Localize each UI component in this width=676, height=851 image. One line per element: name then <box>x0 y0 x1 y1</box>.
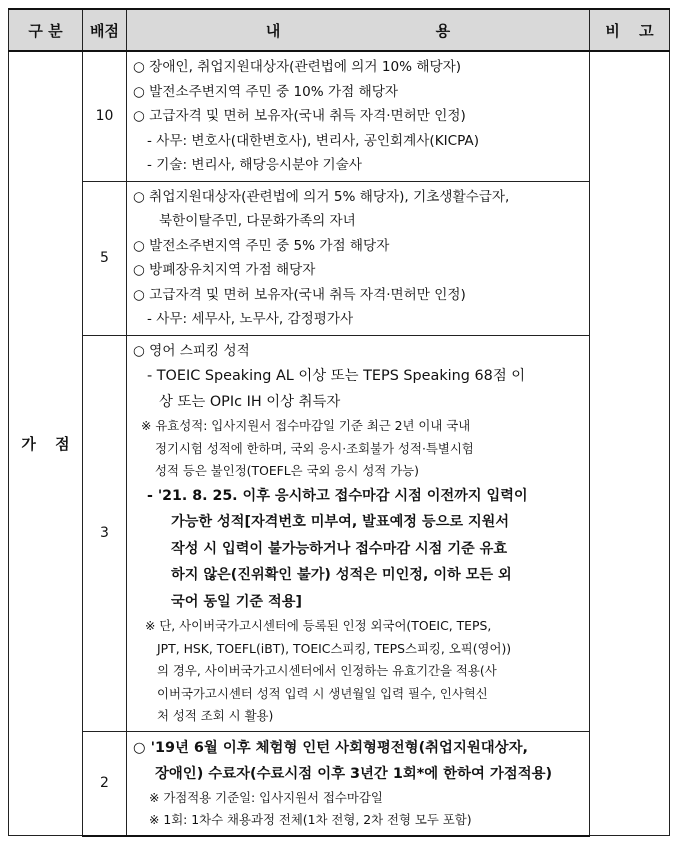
header-content: 내 용 <box>127 9 590 51</box>
content-line: ○ 방폐장유치지역 가점 해당자 <box>133 262 316 278</box>
content-line: ○ 발전소주변지역 주민 중 5% 가점 해당자 <box>133 237 390 254</box>
content-line: 국어 동일 기준 적용] <box>171 593 302 610</box>
table-row <box>9 731 670 836</box>
bonus-points-table <box>8 8 670 837</box>
content-line: 상 또는 OPIc IH 이상 취득자 <box>159 394 341 410</box>
note-line: ※ 1회: 1차수 채용과정 전체(1차 전형, 2차 전형 모두 포함) <box>149 812 472 827</box>
points-cell: 3 <box>83 335 127 731</box>
content-line: - 사무: 세무사, 노무사, 감정평가사 <box>147 311 354 327</box>
content-line: - '21. 8. 25. 이후 응시하고 접수마감 시점 이전까지 입력이 <box>147 487 528 504</box>
content-line: ○ 발전소주변지역 주민 중 10% 가점 해당자 <box>133 83 398 100</box>
points-cell: 10 <box>83 51 127 181</box>
note-line: 이버국가고시센터 성적 입력 시 생년월일 입력 필수, 인사혁신 <box>157 685 488 701</box>
content-line: - 사무: 변호사(대한변호사), 변리사, 공인회계사(KICPA) <box>147 132 480 149</box>
note-line: 정기시험 성적에 한하며, 국외 응시·조회불가 성적·특별시험 <box>155 440 474 456</box>
header-remarks: 비 고 <box>590 9 670 51</box>
content-line: - 기술: 변리사, 해당응시분야 기술사 <box>147 157 362 173</box>
content-line: 작성 시 입력이 불가능하거나 접수마감 시점 기준 유효 <box>171 540 508 557</box>
note-line: ※ 단, 사이버국가고시센터에 등록된 인정 외국어(TOEIC, TEPS, <box>145 618 492 633</box>
content-line: 가능한 성적[자격번호 미부여, 발표예정 등으로 지원서 <box>171 514 510 530</box>
table-row <box>9 181 670 335</box>
content-cell <box>127 51 590 181</box>
content-line: 하지 않은(진위확인 불가) 성적은 미인정, 이하 모든 외 <box>171 567 512 583</box>
note-line: ※ 유효성적: 입사지원서 접수마감일 기준 최근 2년 이내 국내 <box>141 418 471 433</box>
content-line: 장애인) 수료자(수료시점 이후 3년간 1회*에 한하여 가점적용) <box>155 765 553 782</box>
content-line: ○ 고급자격 및 면허 보유자(국내 취득 자격·면허만 인정) <box>133 286 466 303</box>
content-line: 북한이탈주민, 다문화가족의 자녀 <box>159 213 356 229</box>
table-row <box>9 335 670 731</box>
table-header-row <box>9 9 670 51</box>
content-line: - TOEIC Speaking AL 이상 또는 TEPS Speaking 68점 이 <box>147 368 526 384</box>
content-cell <box>127 335 590 731</box>
note-line: 의 경우, 사이버국가고시센터에서 인정하는 유효기간을 적용(사 <box>157 663 497 678</box>
table-row <box>9 51 670 181</box>
content-line: ○ 영어 스피킹 성적 <box>133 342 250 359</box>
content-cell <box>127 181 590 335</box>
content-line: ○ 고급자격 및 면허 보유자(국내 취득 자격·면허만 인정) <box>133 108 466 124</box>
header-category: 구 분 <box>9 9 83 51</box>
points-cell: 5 <box>83 181 127 335</box>
points-cell: 2 <box>83 731 127 836</box>
content-cell <box>127 731 590 836</box>
content-line: ○ 취업지원대상자(관련법에 의거 5% 해당자), 기초생활수급자, <box>133 188 510 205</box>
note-line: JPT, HSK, TOEFL(iBT), TOEIC스피킹, TEPS스피킹, 오픽(영어)) <box>157 640 512 656</box>
remarks-cell <box>590 51 670 836</box>
note-line: 처 성적 조회 시 활용) <box>157 708 274 723</box>
content-line: ○ 장애인, 취업지원대상자(관련법에 의거 10% 해당자) <box>133 59 462 75</box>
content-line: ○ '19년 6월 이후 체험형 인턴 사회형평전형(취업지원대상자, <box>133 739 528 756</box>
header-points: 배점 <box>83 9 127 51</box>
category-cell: 가 점 <box>9 51 83 836</box>
note-line: ※ 가점적용 기준일: 입사지원서 접수마감일 <box>149 789 383 805</box>
note-line: 성적 등은 불인정(TOEFL은 국외 응시 성적 가능) <box>155 463 419 478</box>
